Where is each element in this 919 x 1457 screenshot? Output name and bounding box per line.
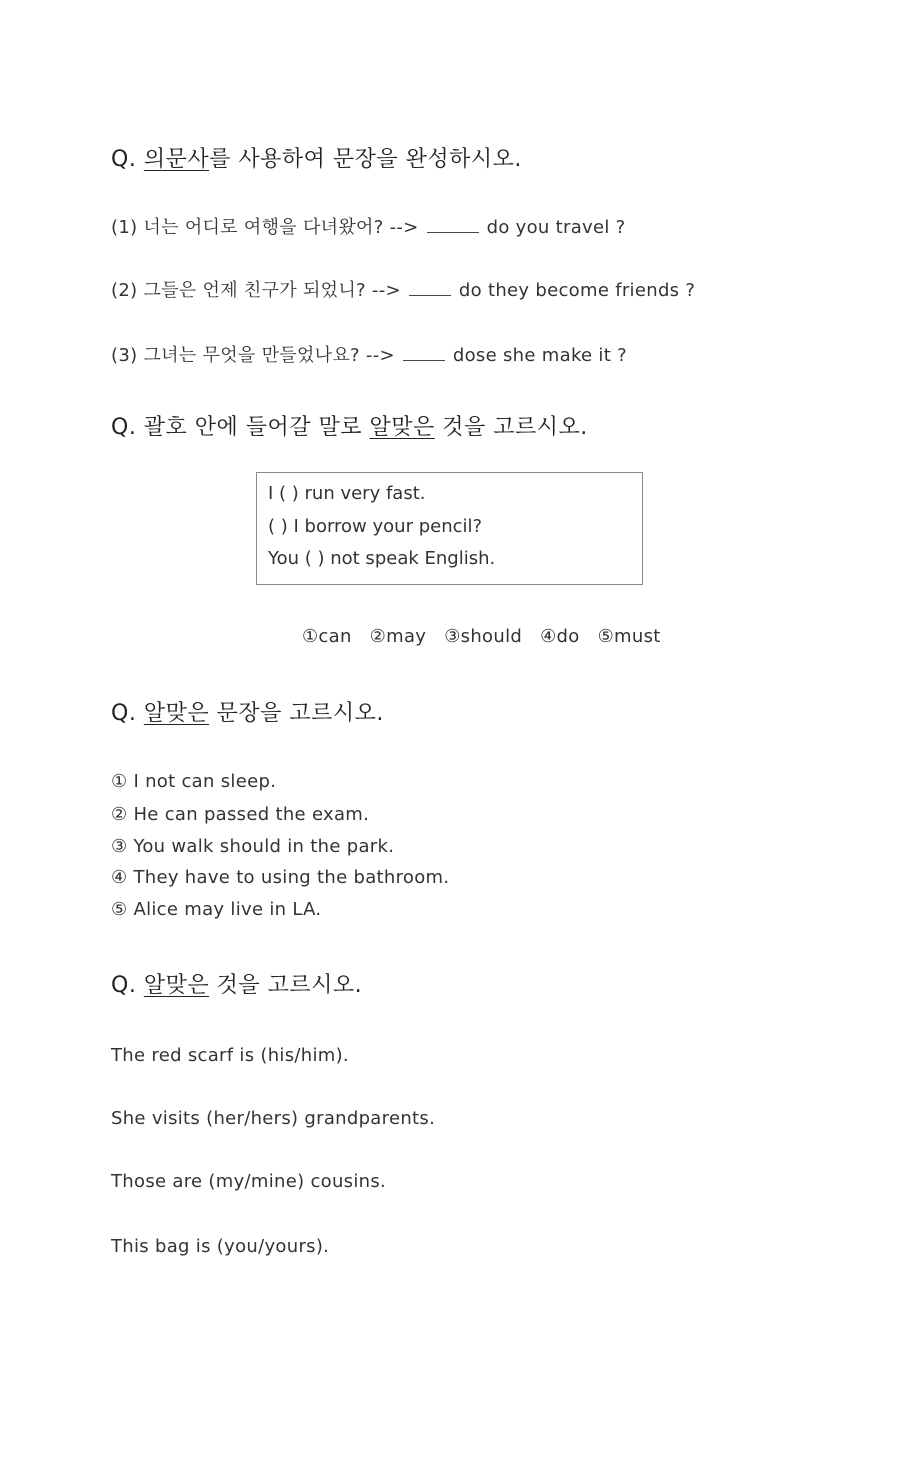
question-item-2	[111, 276, 695, 302]
box-line-1: I ( ) run very fast.	[268, 483, 426, 504]
sentence-4: This bag is (you/yours).	[111, 1236, 330, 1257]
korean-prompt: (3) 그녀는 무엇을 만들었나요? -->	[111, 345, 395, 366]
option-2: ② He can passed the exam.	[111, 804, 370, 825]
box-line-3: You ( ) not speak English.	[268, 548, 496, 569]
choice-5: ⑤must	[597, 626, 661, 647]
heading-rest: 문장을 고르시오.	[209, 701, 384, 726]
sentence-2: She visits (her/hers) grandparents.	[111, 1108, 436, 1129]
heading-underlined: 알맞은	[143, 973, 210, 998]
answer-blank	[403, 346, 445, 361]
english-sentence: do you travel ?	[486, 217, 626, 238]
heading-rest: 것을 고르시오.	[434, 415, 588, 440]
section4-heading	[111, 968, 362, 999]
heading-prefix: Q.	[111, 701, 144, 726]
section3-heading	[111, 696, 384, 727]
korean-prompt: (1) 너는 어디로 여행을 다녀왔어? -->	[111, 217, 419, 238]
korean-prompt: (2) 그들은 언제 친구가 되었니? -->	[111, 280, 401, 301]
heading-underlined: 알맞은	[143, 701, 210, 726]
choice-1: ①can	[302, 626, 352, 647]
option-3: ③ You walk should in the park.	[111, 836, 395, 857]
heading-underlined: 의문사	[143, 147, 210, 172]
option-1: ① I not can sleep.	[111, 771, 277, 792]
section2-heading	[111, 410, 588, 441]
choice-3: ③should	[444, 626, 523, 647]
answer-blank	[409, 281, 451, 296]
answer-blank	[427, 218, 479, 233]
sentence-1: The red scarf is (his/him).	[111, 1045, 349, 1066]
heading-prefix: Q.	[111, 147, 144, 172]
question-item-3	[111, 341, 627, 367]
fill-in-box	[256, 472, 643, 585]
section1-heading	[111, 142, 522, 173]
sentence-3: Those are (my/mine) cousins.	[111, 1171, 387, 1192]
heading-rest: 를 사용하여 문장을 완성하시오.	[209, 147, 522, 172]
heading-underlined: 알맞은	[369, 415, 435, 440]
option-5: ⑤ Alice may live in LA.	[111, 899, 322, 920]
english-sentence: do they become friends ?	[458, 280, 696, 301]
answer-choices	[302, 626, 661, 647]
question-item-1	[111, 213, 626, 239]
box-line-2: ( ) I borrow your pencil?	[268, 516, 483, 537]
option-4: ④ They have to using the bathroom.	[111, 867, 450, 888]
heading-prefix: Q.	[111, 973, 144, 998]
heading-prefix: Q. 괄호 안에 들어갈 말로	[111, 415, 370, 440]
choice-2: ②may	[369, 626, 427, 647]
heading-rest: 것을 고르시오.	[209, 973, 363, 998]
english-sentence: dose she make it ?	[452, 345, 627, 366]
choice-4: ④do	[540, 626, 580, 647]
